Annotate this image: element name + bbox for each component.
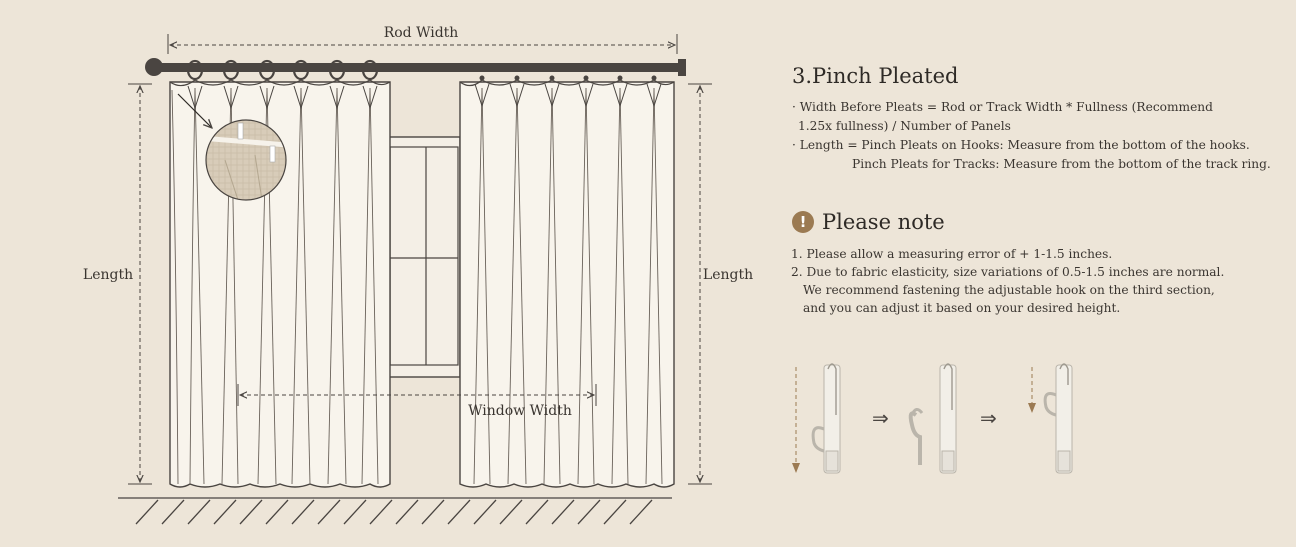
note-list <box>791 245 1271 317</box>
window <box>388 137 460 377</box>
arrow-right-icon: ⇒ <box>980 406 997 430</box>
note-line: 1. Please allow a measuring error of + 1-1.5 inches. <box>791 247 1113 261</box>
bullet-line: · Width Before Pleats = Rod or Track Width * Fullness (Recommend <box>792 100 1213 114</box>
rod-width-dimension <box>168 25 677 54</box>
length-label-right: Length <box>702 267 754 283</box>
floor <box>118 498 672 524</box>
right-curtain-panel <box>460 82 674 487</box>
rod-width-label: Rod Width <box>383 25 459 41</box>
pinch-pleat-instructions <box>792 98 1271 174</box>
window-width-label: Window Width <box>468 403 572 419</box>
down-arrow-icon <box>792 367 800 473</box>
note-line: We recommend fastening the adjustable hook on the third section, <box>803 283 1215 297</box>
section-title: 3.Pinch Pleated <box>792 64 959 88</box>
length-dimension-left <box>83 84 152 484</box>
note-title: Please note <box>822 210 945 234</box>
exclamation-icon: ! <box>792 211 814 233</box>
note-line: 2. Due to fabric elasticity, size variations of 0.5-1.5 inches are normal. <box>791 265 1225 279</box>
down-arrow-short-icon <box>1028 367 1036 413</box>
note-line: and you can adjust it based on your desired height. <box>803 301 1121 315</box>
hook-long-icon <box>813 364 840 473</box>
hook-detached-icon <box>911 409 922 465</box>
note-heading <box>792 210 945 234</box>
length-dimension-right <box>688 84 754 484</box>
hook-adjusted-icon <box>1045 364 1072 473</box>
bullet-line: Pinch Pleats for Tracks: Measure from the bottom of the track ring. <box>852 157 1271 171</box>
hook-adjustment-illustration <box>780 355 1100 485</box>
bullet-line: 1.25x fullness) / Number of Panels <box>798 119 1011 133</box>
length-label-left: Length <box>82 267 134 283</box>
arrow-right-icon: ⇒ <box>872 406 889 430</box>
bullet-line: · Length = Pinch Pleats on Hooks: Measure from the bottom of the hooks. <box>792 138 1250 152</box>
hook-short-icon <box>940 364 956 473</box>
